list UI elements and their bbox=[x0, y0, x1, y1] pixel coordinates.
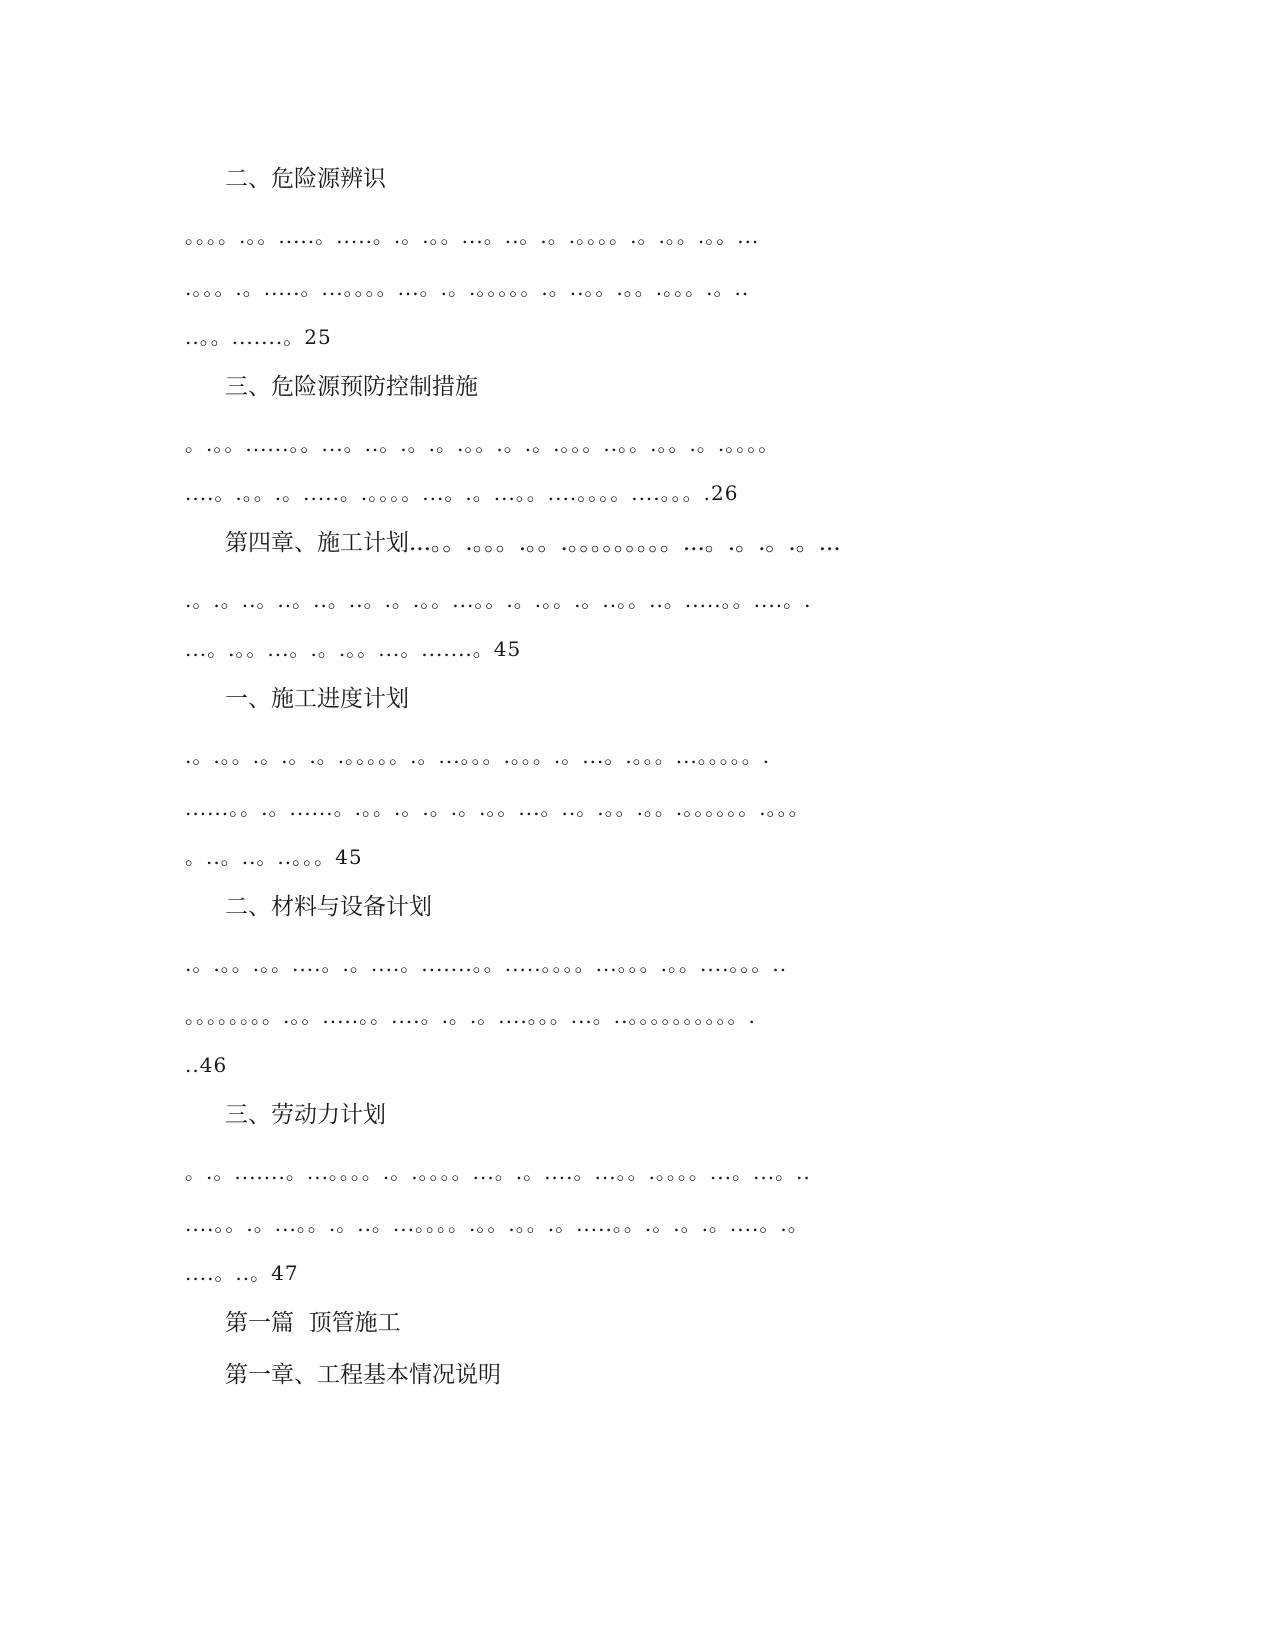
toc-leader-line: 。。。。.。。.....。.....。.。.。。...。..。.。.。。。。.。.。。.。。... bbox=[185, 224, 760, 248]
toc-leader-with-page: ....。.。。.。.....。.。。。。...。.。...。。....。。。。....。。。.26 bbox=[185, 481, 739, 505]
toc-heading: 二、危险源辨识 bbox=[225, 166, 386, 192]
toc-heading: 三、危险源预防控制措施 bbox=[225, 374, 478, 400]
toc-leader-line: ......。。.。......。.。。.。.。.。.。。...。..。.。。.。。.。。。。。。.。。。 bbox=[185, 796, 810, 820]
toc-heading: 二、材料与设备计划 bbox=[225, 894, 432, 920]
toc-leader-line: .。。。.。.....。...。。。。...。.。.。。。。。.。..。。.。。.。。。.。.. bbox=[185, 276, 750, 300]
toc-heading: 三、劳动力计划 bbox=[225, 1102, 386, 1128]
toc-leader-line: 。.。。......。。...。..。.。.。.。。.。.。.。。。..。。.。。.。.。。。。 bbox=[185, 432, 780, 456]
toc-leader-line: .。.。。.。.。.。.。。。。。.。...。。。.。。。.。...。.。。。...。。。。。. bbox=[185, 744, 771, 768]
part-title: 第一篇 顶管施工 bbox=[225, 1310, 401, 1336]
toc-leader-with-page: ....。..。47 bbox=[185, 1261, 299, 1285]
toc-leader-line: ....。。.。...。。.。..。...。。。。.。。.。。.。.....。。.。.。.。....。.。 bbox=[185, 1212, 809, 1236]
toc-heading: 第四章、施工计划...。。.。。。.。。.。。。。。。。。。...。.。.。.。... bbox=[225, 530, 841, 556]
toc-leader-with-page: ...。.。。...。.。.。。...。.......。45 bbox=[185, 637, 522, 661]
toc-leader-with-page: ..46 bbox=[185, 1053, 228, 1077]
toc-leader-with-page: 。..。..。..。。。45 bbox=[185, 845, 363, 869]
toc-leader-line: .。.。..。..。..。..。.。.。。...。。.。.。。.。..。。..。.....。。....。. bbox=[185, 588, 812, 612]
toc-leader-line: 。.。.......。...。。。。.。.。。。。...。.。....。...。。.。。。。...。...。.. bbox=[185, 1160, 811, 1184]
toc-leader-line: 。。。。。。。。.。。.....。。....。.。.。....。。。...。..。。。。。。。。。。. bbox=[185, 1004, 756, 1028]
toc-leader-with-page: ..。。.......。25 bbox=[185, 325, 332, 349]
chapter-title: 第一章、工程基本情况说明 bbox=[225, 1362, 501, 1388]
toc-heading: 一、施工进度计划 bbox=[225, 686, 409, 712]
toc-leader-line: .。.。。.。。....。.。....。.......。。.....。。。。...。。。.。。....。。。.. bbox=[185, 952, 788, 976]
